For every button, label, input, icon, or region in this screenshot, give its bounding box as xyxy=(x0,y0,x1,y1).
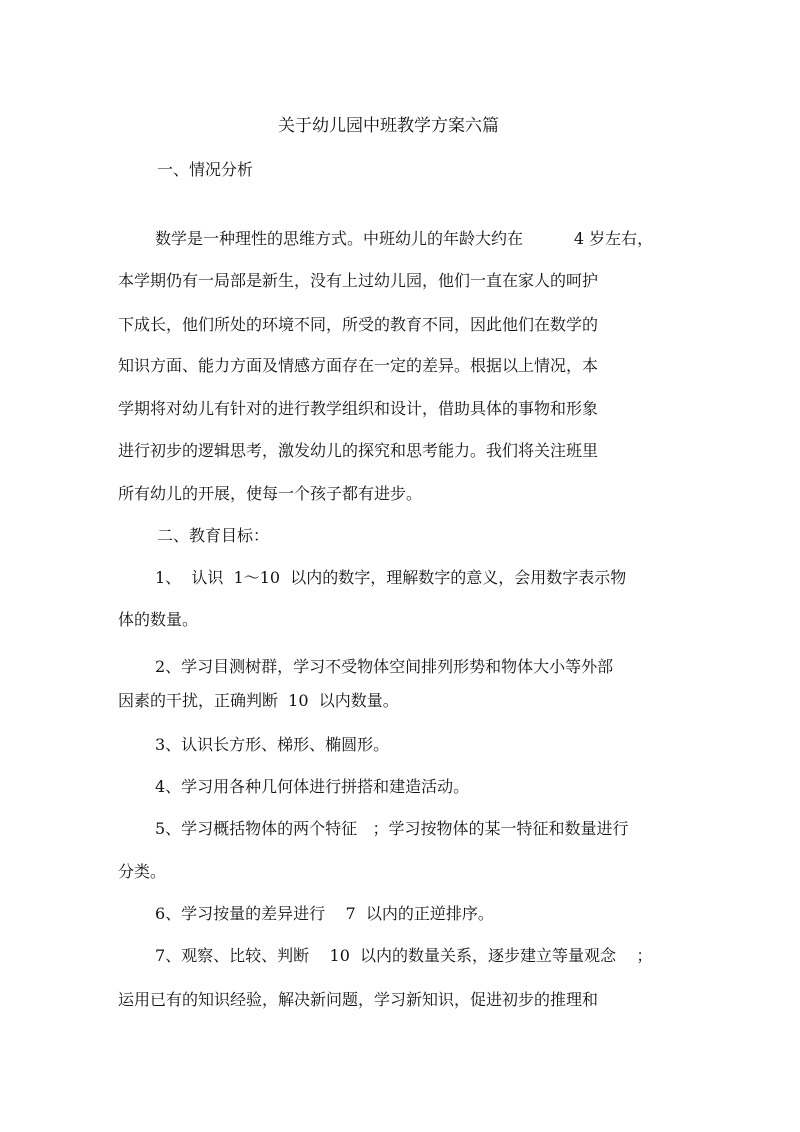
list-item: 4、学习用各种几何体进行拼搭和建造活动。 xyxy=(155,777,470,796)
list-item: 1、 认识 1～10 以内的数字，理解数字的意义，会用数字表示物 xyxy=(155,568,627,587)
list-item-continuation: 分类。 xyxy=(118,862,167,881)
section-heading: 一、情况分析 xyxy=(157,160,254,179)
list-item: 3、认识长方形、梯形、椭圆形。 xyxy=(155,735,390,754)
document-title: 关于幼儿园中班教学方案六篇 xyxy=(278,116,499,136)
section-heading: 二、教育目标： xyxy=(157,526,270,545)
list-item-continuation: 因素的干扰，正确判断 10 以内数量。 xyxy=(118,691,399,710)
list-item: 5、学习概括物体的两个特征 ；学习按物体的某一特征和数量进行 xyxy=(155,819,629,838)
list-item: 2、学习目测树群，学习不受物体空间排列形势和物体大小等外部 xyxy=(155,657,614,676)
list-item-continuation: 体的数量。 xyxy=(118,610,199,629)
paragraph-line: 下成长，他们所处的环境不同，所受的教育不同，因此他们在数学的 xyxy=(118,315,599,334)
paragraph-line: 学期将对幼儿有针对的进行教学组织和设计，借助具体的事物和形象 xyxy=(118,399,599,418)
paragraph-line: 进行初步的逻辑思考，激发幼儿的探究和思考能力。我们将关注班里 xyxy=(118,441,599,460)
paragraph-line: 所有幼儿的开展，使每一个孩子都有进步。 xyxy=(118,484,423,503)
list-item: 6、学习按量的差异进行 7 以内的正逆排序。 xyxy=(155,904,494,923)
list-item: 7、观察、比较、判断 10 以内的数量关系，逐步建立等量观念 ； xyxy=(155,946,653,965)
paragraph-line: 本学期仍有一局部是新生，没有上过幼儿园，他们一直在家人的呵护 xyxy=(118,271,599,290)
list-item-continuation: 运用已有的知识经验，解决新问题，学习新知识，促进初步的推理和 xyxy=(118,990,599,1009)
paragraph-line: 知识方面、能力方面及情感方面存在一定的差异。根据以上情况，本 xyxy=(118,356,599,375)
paragraph-line: 数学是一种理性的思维方式。中班幼儿的年龄大约在 4 岁左右， xyxy=(155,229,654,248)
